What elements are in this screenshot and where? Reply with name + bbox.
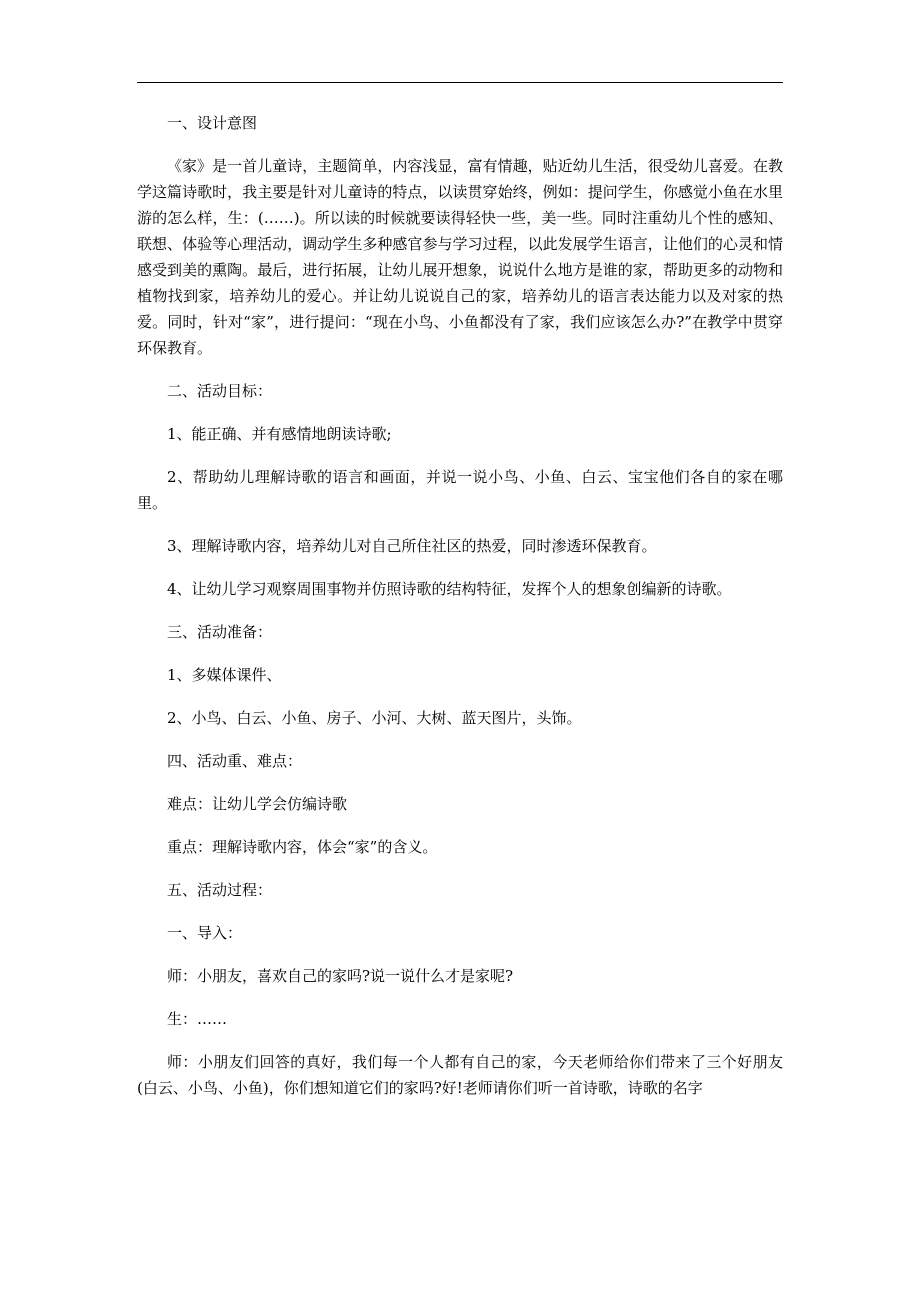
- dialogue-student-1: 生：……: [167, 1010, 228, 1028]
- section-heading-process: 五、活动过程：: [167, 881, 273, 899]
- header-rule: [137, 82, 783, 83]
- subsection-heading-intro: 一、导入：: [167, 924, 243, 942]
- section-heading-design-intent: 一、设计意图: [167, 114, 258, 132]
- preparation-item-2: 2、小鸟、白云、小鱼、房子、小河、大树、蓝天图片，头饰。: [167, 709, 582, 727]
- dialogue-teacher-1: 师：小朋友，喜欢自己的家吗?说一说什么才是家呢?: [167, 967, 514, 985]
- preparation-item-1: 1、多媒体课件、: [167, 666, 282, 684]
- objective-item-4: 4、让幼儿学习观察周围事物并仿照诗歌的结构特征，发挥个人的想象创编新的诗歌。: [167, 580, 732, 598]
- difficulty-point: 难点：让幼儿学会仿编诗歌: [167, 795, 348, 813]
- objective-item-3: 3、理解诗歌内容，培养幼儿对自己所住社区的热爱，同时渗透环保教育。: [167, 537, 657, 555]
- section-heading-preparation: 三、活动准备：: [167, 623, 273, 641]
- objective-item-2: 2、帮助幼儿理解诗歌的语言和画面，并说一说小鸟、小鱼、白云、宝宝他们各自的家在哪里。: [137, 468, 783, 512]
- objective-item-1: 1、能正确、并有感情地朗读诗歌;: [167, 425, 392, 443]
- document-body: [137, 110, 783, 1118]
- key-point: 重点：理解诗歌内容，体会“家”的含义。: [167, 838, 438, 856]
- paragraph-design-intent: 《家》是一首儿童诗，主题简单，内容浅显，富有情趣，贴近幼儿生活，很受幼儿喜爱。在教学这篇诗歌时，我主要是针对儿童诗的特点，以读贯穿始终，例如：提问学生，你感觉小鱼在水里游的怎么样，生：(……)。所以读的时候就要读得轻快一些，美一些。同时注重幼儿个性的感知、联想、体验等心理活动，调动学生多种感官参与学习过程，以此发展学生语言，让他们的心灵和情感受到美的熏陶。最后，进行拓展，让幼儿展开想象，说说什么地方是谁的家，帮助更多的动物和植物找到家，培养幼儿的爱心。并让幼儿说说自己的家，培养幼儿的语言表达能力以及对家的热爱。同时，针对“家”，进行提问：“现在小鸟、小鱼都没有了家，我们应该怎么办?”在教学中贯穿环保教育。: [137, 157, 783, 357]
- section-heading-key-points: 四、活动重、难点：: [167, 752, 303, 770]
- dialogue-teacher-2: 师：小朋友们回答的真好，我们每一个人都有自己的家，今天老师给你们带来了三个好朋友(白云、小鸟、小鱼)，你们想知道它们的家吗?好!老师请你们听一首诗歌，诗歌的名字: [137, 1053, 783, 1097]
- section-heading-objectives: 二、活动目标：: [167, 382, 273, 400]
